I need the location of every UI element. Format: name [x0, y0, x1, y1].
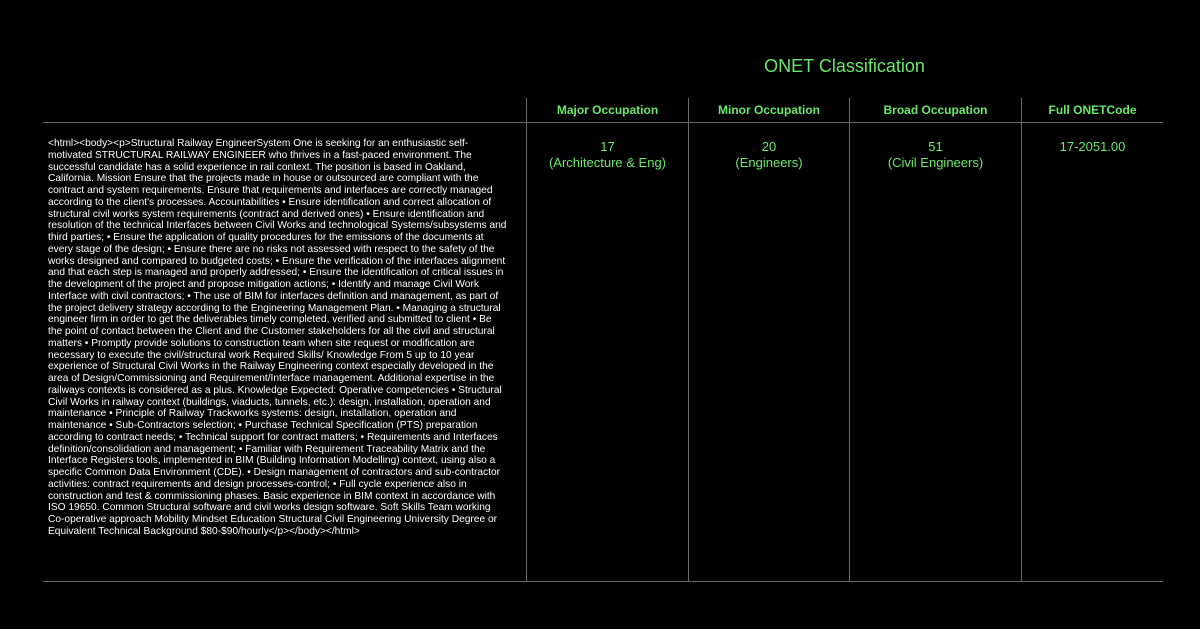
header-major-occupation: Major Occupation [556, 103, 659, 117]
section-title: ONET Classification [764, 56, 925, 76]
full-onet-code-cell [1022, 139, 1163, 155]
header-broad-occupation: Broad Occupation [883, 103, 988, 117]
job-description: <html><body><p>Structural Railway EngineerSystem One is seeking for an enthusiastic self-motivated STRUCTURAL RAILWAY ENGINEER who thrives in a fast-paced environment. The successful candidate has a solid experience in rail context. The position is based in Oakland, California. Mission Ensure that the projects made in house or outsourced are compliant with the contract and system requirements. Ensure that requirements and interfaces are correctly managed according to the client's processes. Accountabilities • Ensure identification and correct allocation of structural civil works system requirements (contract and derived ones) • Ensure identification and resolution of the technical Interfaces between Civil Works and technological Systems/subsystems and third parties; • Ensure the application of quality procedures for the emissions of the documents at every stage of the design; • Ensure there are no risks not assessed with respect to the safety of the works designed and compared to budgeted costs; • Ensure the verification of the interfaces alignment and that each step is managed and properly addressed; • Ensure the identification of critical issues in the development of the project and propose mitigation actions; • Identify and manage Civil Work Interface with civil contractors; • The use of BIM for interfaces definition and management, as part of the project delivery strategy according to the Engineering Management Plan. • Managing a structural engineer firm in order to get the deliverables timely completed, verified and submitted to client • Be the point of contact between the Client and the Customer stakeholders for all the civil and structural matters • Promptly provide solutions to construction team when site request or modification are necessary to execute the civil/structural work Required Skills/ Knowledge From 5 up to 10 year experience of Structural Civil Works in the Railway Engineering context especially developed in the area of Design/Commissioning and Requirement/Interface management. Additional expertise in the railways contexts is considered as a plus. Knowledge Expected: Operative competencies • Structural Civil Works in railway context (buildings, viaducts, tunnels, etc.): design, installation, operation and maintenance • Principle of Railway Trackworks systems: design, installation, operation and maintenance • Sub-Contractors selection; • Purchase Technical Specification (PTS) preparation according to contract needs; • Technical support for contract matters; • Requirements and Interfaces definition/consolidation and management; • Familiar with Requirement Traceability Matrix and the Interface Registers tools, implemented in BIM (Building Information Modelling) context, using also a specific Common Data Environment (CDE). • Design management of contractors and sub-contractor activities: contract requirements and design processes-control; • Full cycle experience also in construction and test & commissioning phases. Basic experience in BIM context in accordance with ISO 19650. Common Structural software and civil works design software. Soft Skills Team working Co-operative approach Mobility Mindset Education Structural Civil Engineering University Degree or Equivalent Technical Background $80-$90/hourly</p></body></html> [48, 138, 507, 537]
footer-rule [43, 581, 1163, 582]
broad-occupation-label: (Civil Engineers) [887, 155, 984, 170]
major-occupation-cell [527, 139, 688, 171]
minor-occupation-label: (Engineers) [735, 155, 803, 170]
minor-occupation-code: 20 [761, 139, 777, 154]
column-divider [1021, 98, 1022, 582]
header-rule [43, 122, 1163, 123]
minor-occupation-cell [689, 139, 849, 171]
header-full-onet-code: Full ONETCode [1048, 103, 1137, 117]
major-occupation-code: 17 [600, 139, 615, 154]
broad-occupation-code: 51 [928, 139, 943, 154]
header-minor-occupation: Minor Occupation [718, 103, 820, 117]
major-occupation-label: (Architecture & Eng) [548, 155, 667, 170]
full-onet-code: 17-2051.00 [1059, 139, 1126, 154]
broad-occupation-cell [850, 139, 1021, 171]
